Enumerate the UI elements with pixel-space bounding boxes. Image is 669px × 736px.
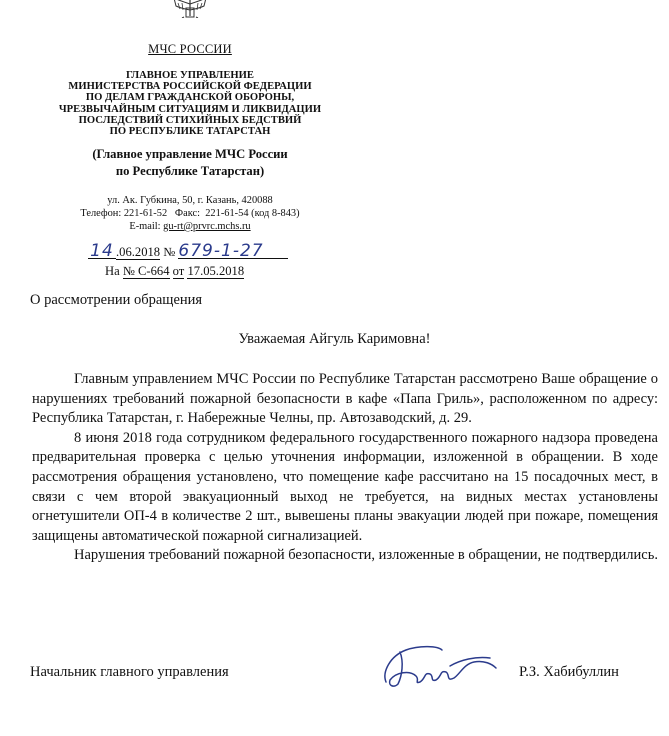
signatory-title: Начальник главного управления: [30, 664, 229, 680]
body-paragraph: Главным управлением МЧС России по Республике Татарстан рассмотрено Ваше обращение о нарушениях требований пожарной безопасности в кафе «Папа Гриль», расположенном по адресу: Республика Татарстан, г. Набережные Челны, пр. Автозаводский, д. 29.: [32, 371, 658, 427]
ref-from: от: [172, 264, 185, 278]
org-full-line: ГЛАВНОЕ УПРАВЛЕНИЕ: [126, 70, 254, 81]
org-full-line: МИНИСТЕРСТВА РОССИЙСКОЙ ФЕДЕРАЦИИ: [68, 81, 312, 93]
reg-number: 679-1-27: [178, 244, 288, 259]
org-alt-line: (Главное управление МЧС России: [92, 147, 288, 161]
ref-number: С-664: [138, 264, 170, 278]
address: ул. Ак. Губкина, 50, г. Казань, 420088: [107, 195, 273, 206]
outgoing-registration: [88, 241, 288, 261]
org-alt-name: [40, 146, 340, 180]
email-link[interactable]: gu-rt@prvrc.mchs.ru: [163, 221, 251, 232]
ref-number-block: [123, 264, 170, 279]
handwritten-signature: [380, 642, 500, 690]
reg-number-sign: №: [163, 245, 176, 259]
ref-prefix: На: [105, 264, 120, 278]
org-full-line: ПО ДЕЛАМ ГРАЖДАНСКОЙ ОБОРОНЫ,: [85, 92, 295, 104]
incoming-reference: [105, 264, 244, 279]
letter-body: [32, 370, 658, 566]
ref-date: 17.05.2018: [187, 264, 245, 278]
signatory-name: Р.З. Хабибуллин: [519, 664, 619, 680]
org-alt-line: по Республике Татарстан): [115, 164, 265, 178]
org-full-line: ЧРЕЗВЫЧАЙНЫМ СИТУАЦИЯМ И ЛИКВИДАЦИИ: [58, 103, 322, 115]
letter-subject: О рассмотрении обращения: [30, 292, 203, 308]
salutation: Уважаемая Айгуль Каримовна!: [238, 331, 431, 347]
org-full-line: ПО РЕСПУБЛИКЕ ТАТАРСТАН: [109, 126, 271, 138]
reg-day: 14: [88, 244, 116, 259]
ref-number-sign: №: [122, 264, 135, 278]
org-short-name: МЧС РОССИИ: [148, 42, 232, 56]
coat-of-arms-icon: [170, 0, 210, 18]
org-full-name: [40, 70, 340, 137]
org-full-line: ПОСЛЕДСТВИЙ СТИХИЙНЫХ БЕДСТВИЙ: [78, 114, 302, 126]
contact-block: [40, 194, 340, 233]
email-line: [40, 220, 340, 233]
phone-fax: Телефон: 221-61-52 Факс: 221-61-54 (код 8-843): [80, 208, 300, 219]
body-paragraph: 8 июня 2018 года сотрудником федерального государственного пожарного надзора проведена предварительная проверка с целью уточнения информации, изложенной в обращении. В ходе рассмотрения обращения установлено, что помещение кафе рассчитано на 15 посадочных мест, в связи с чем второй эвакуационный выход не требуется, на видных местах установлены огнетушители ОП-4 в количестве 2 шт., вывешены планы эвакуации людей при пожаре, помещения защищены автоматической пожарной сигнализацией.: [32, 429, 658, 544]
reg-date: .06.2018: [116, 245, 161, 259]
body-paragraph: Нарушения требований пожарной безопасности, изложенные в обращении, не подтвердились.: [74, 547, 658, 564]
email-label: E-mail:: [129, 221, 164, 232]
